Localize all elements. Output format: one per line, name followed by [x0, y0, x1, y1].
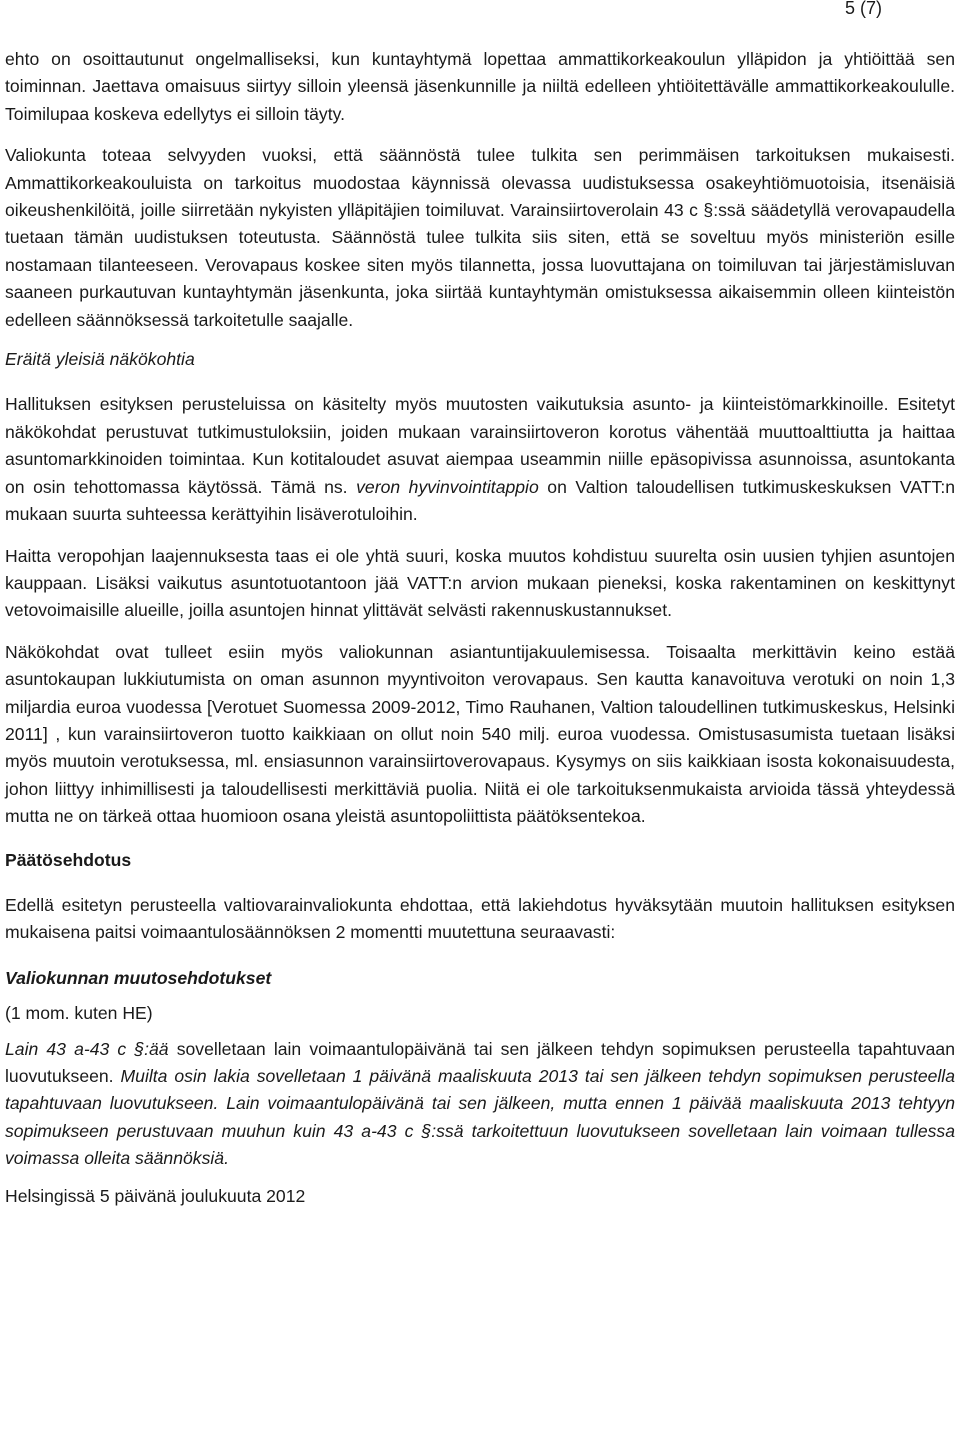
- section-heading-amendments: Valiokunnan muutosehdotukset: [5, 967, 272, 988]
- paragraph-committee-view: Valiokunta toteaa selvyyden vuoksi, että säännöstä tulee tulkita sen perimmäisen tarkoituksen mukaisesti. Ammattikorkeakouluista on tarkoitus muodostaa käynnissä olevassa uudistuksessa osakeyhtiömuotoisia, itsenäisiä oikeushenkilöitä, joille siirretään nykyisten ylläpitäjien toimiluvat. Varainsiirtoverolain 43 c §:ssä säädetyllä verovapaudella tuetaan tämän uudistuksen toteutusta. Säännöstä tulee tulkita siis siten, että se soveltuu myös ministeriön esille nostamaan tilanteeseen. Verovapaus koskee siten myös tilannetta, jossa luovuttajana on toimiluvan tai järjestämisluvan saaneen purkautuvan kuntayhtymän jäsenkunta, joka siirtää kuntayhtymän omistuksessa aikaisemmin olleen kiinteistön edelleen säännöksessä tarkoitetulle saajalle.: [5, 145, 955, 330]
- paragraph-housing-effects-text: Hallituksen esityksen perusteluissa on käsitelty myös muutosten vaikutuksia asunto- ja kiinteistömarkkinoille. Esitetyt näkökohdat perustuvat tutkimustuloksiin, joiden mukaan varainsiirtoveron korotus vähentää muuttoalttiutta ja haittaa asuntomarkkinoiden toimintaa. Kun kotitaloudet asuvat aiempaa useammin niille epäsopivissa asunnoissa, asuntokanta on osin tehottomassa käytössä. Tämä ns.: [5, 394, 955, 497]
- document-body: [5, 46, 955, 1210]
- paragraph-proposal: Edellä esitetyn perusteella valtiovarainvaliokunta ehdottaa, että lakiehdotus hyväksytään muutoin hallituksen esityksen mukaisena paitsi voimaantulosäännöksen 2 momentti muutettuna seuraavasti:: [5, 894, 955, 943]
- section-heading-proposal: Päätösehdotus: [5, 849, 132, 870]
- amendment-italic-start: Lain 43 a-43 c §:ää: [5, 1038, 169, 1059]
- page-number: 5 (7): [844, 0, 882, 18]
- paragraph-intro: ehto on osoittautunut ongelmalliseksi, kun kuntayhtymä lopettaa ammattikorkeakoulun ylläpidon ja yhtiöittää sen toiminnan. Jaettava omaisuus siirtyy silloin yleensä jäsenkunnille ja niiltä edelleen yhtiöitettävälle ammattikorkeakoululle. Toimilupaa koskeva edellytys ei silloin täyty.: [5, 49, 955, 124]
- amendment-text: sovelletaan lain voimaantulopäivänä tai sen jälkeen tehdyn sopimuksen perusteella tapahtuvaan luovutukseen.: [5, 1038, 956, 1086]
- section-heading-general: Eräitä yleisiä näkökohtia: [5, 349, 195, 370]
- paragraph-first-moment: (1 mom. kuten HE): [5, 1003, 153, 1024]
- paragraph-housing-effects-tail: on Valtion taloudellisen tutkimuskeskuksen VATT:n mukaan suurta suhteessa kerättyihin lisäverotuloihin.: [5, 476, 956, 525]
- paragraph-amendment-text: [5, 1036, 955, 1173]
- amendment-italic-end: Muilta osin lakia sovelletaan 1 päivänä maaliskuuta 2013 tai sen jälkeen tehdyn sopimuksen perusteella tapahtuvaan luovutukseen. Lain voimaantulopäivänä tai sen jälkeen, mutta ennen 1 päivää maaliskuuta 2013 tehtyyn sopimukseen perustuvaan muuhun kuin 43 a-43 c §:ssä tarkoitettuun luovutukseen sovelletaan lain voimaan tullessa voimassa olleita säännöksiä.: [5, 1066, 955, 1169]
- paragraph-tax-base: Haitta veropohjan laajennuksesta taas ei ole yhtä suuri, koska muutos kohdistuu suurelta osin uusien tyhjien asuntojen kauppaan. Lisäksi vaikutus asuntotuotantoon jää VATT:n arvion mukaan pieneksi, koska rakentaminen on keskittynyt vetovoimaisille alueille, joilla asuntojen hinnat ylittävät selvästi rakennuskustannukset.: [5, 545, 955, 621]
- italic-term: veron hyvinvointitappio: [356, 476, 539, 497]
- paragraph-housing-effects: [5, 391, 955, 528]
- paragraph-signature-date: Helsingissä 5 päivänä joulukuuta 2012: [5, 1185, 306, 1206]
- paragraph-expert-hearing: Näkökohdat ovat tulleet esiin myös valiokunnan asiantuntijakuulemisessa. Toisaalta merkittävin keino estää asuntokaupan lukkiutumista on oman asunnon myyntivoiton verovapaus. Sen kautta kanavoituva verotuki on noin 1,3 miljardia euroa vuodessa [Verotuet Suomessa 2009-2012, Timo Rauhanen, Valtion taloudellinen tutkimuskeskus, Helsinki 2011] , kun varainsiirtoveron tuotto kaikkiaan on ollut noin 540 milj. euroa vuodessa. Omistusasumista tuetaan lisäksi myös muutoin verotuksessa, ml. ensiasunnon varainsiirtoverovapaus. Kysymys on siis kaikkiaan isosta kokonaisuudesta, johon liittyy inhimillisesti ja taloudellisesti merkittäviä puolia. Niitä ei ole tarkoituksenmukaista arvioida tässä yhteydessä mutta ne on tärkeä ottaa huomioon osana yleistä asuntopoliittista päätöksentekoa.: [5, 641, 955, 827]
